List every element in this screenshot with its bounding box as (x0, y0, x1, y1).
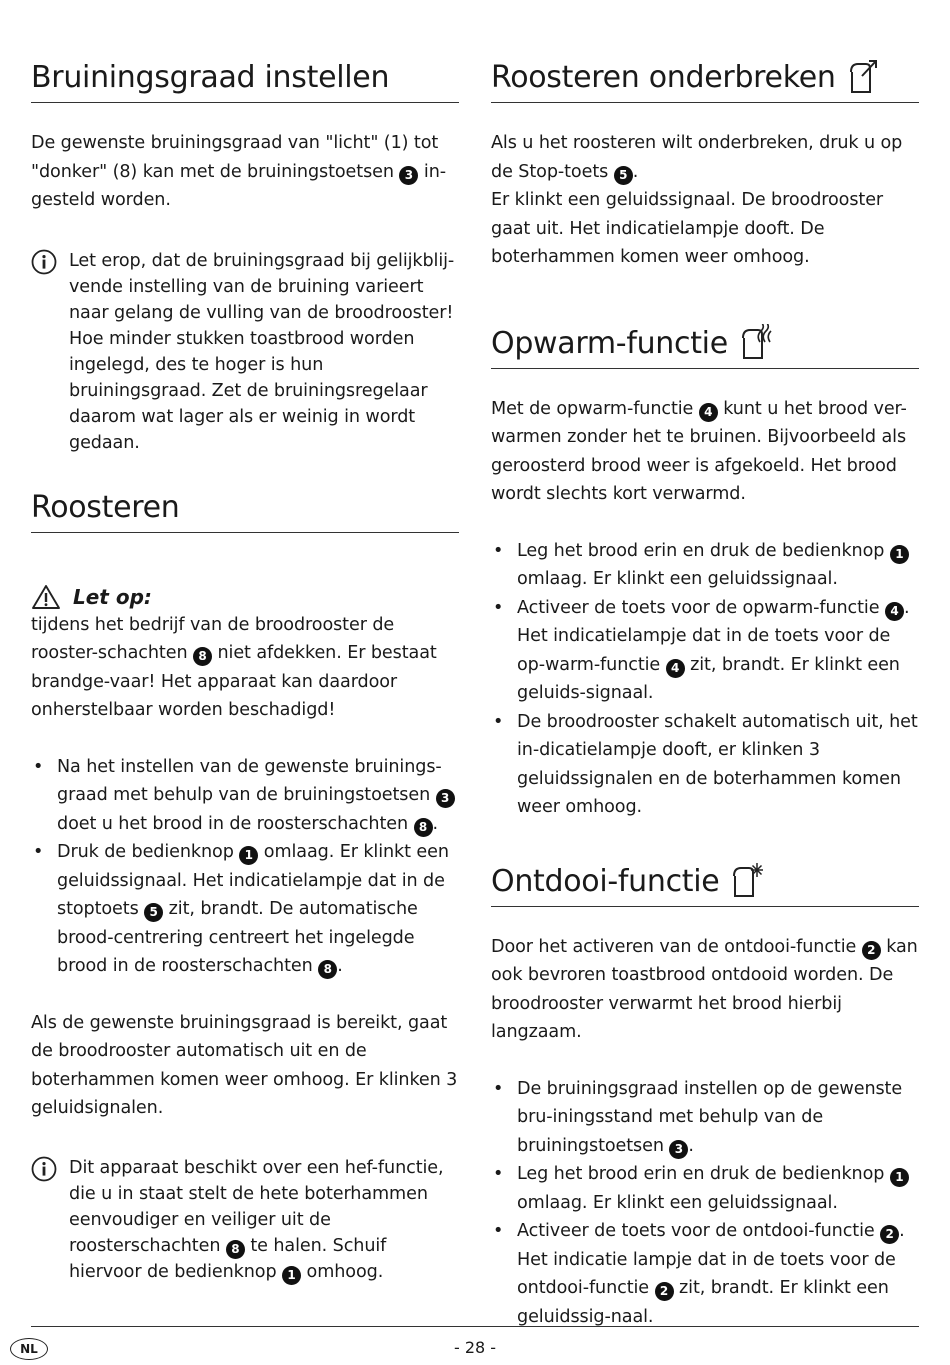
text-span: Activeer de toets voor de ontdooi-functie (517, 1221, 881, 1241)
right-column (491, 58, 919, 1331)
paragraph-bruiningsgraad (31, 129, 459, 215)
text-span: omlaag. Er klinkt een geluidssignaal. (517, 569, 838, 589)
text-span: Met de opwarm-functie (491, 398, 699, 419)
text-span: kan ook bevroren toastbrood ontdooid worden. De broodrooster verwarmt het brood hierbij langzaam. (491, 936, 918, 1042)
bullet-icon: • (493, 711, 504, 732)
list-item (31, 753, 459, 839)
left-column (31, 58, 459, 1285)
text-span: . Het indicatielampje dat in de toets voor de op-warm-functie (517, 597, 910, 675)
number-badge: 1 (890, 545, 909, 564)
bullet-icon: • (493, 1164, 504, 1184)
text-span: Leg het brood erin en druk de bedienknop (517, 1164, 890, 1184)
text-span: tijdens het bedrijf van de broodrooster de rooster-schachten (31, 614, 395, 663)
number-badge: 8 (318, 960, 337, 979)
text-span: . (432, 813, 439, 834)
warning-text (31, 611, 459, 725)
list-item (491, 1217, 919, 1331)
text-span: Dit apparaat beschikt over een hef-functie, die u in staat stelt de hete boterhammen eenvoudiger en veiliger uit de roosterschachten (69, 1157, 444, 1256)
section-title-bruiningsgraad (31, 58, 459, 103)
number-badge: 4 (699, 403, 718, 422)
text-span: omlaag. Er klinkt een geluidssignaal. Het indicatielampje dat in de stoptoets (57, 842, 449, 919)
number-badge: 3 (436, 789, 455, 808)
text-span: Activeer de toets voor de opwarm-functie (517, 597, 885, 618)
opwarm-steps (491, 537, 919, 822)
number-badge: 3 (399, 166, 418, 185)
section-title-ontdooi (491, 862, 919, 907)
text-span: in-gesteld worden. (31, 161, 447, 210)
bullet-icon: • (493, 540, 504, 561)
toast-reheat-icon (740, 324, 774, 364)
list-item (491, 1075, 919, 1161)
text-span: Bruiningsgraad instellen (31, 60, 390, 95)
text-span: De bruiningsgraad instellen op de gewenste bru-iningsstand met behulp van de bruiningstoetsen (517, 1078, 903, 1156)
text-span: . (632, 161, 639, 182)
text-span: . Het indicatie lampje dat in de toets voor de ontdooi-functie (517, 1221, 905, 1298)
list-item (491, 594, 919, 708)
info-note-hef (31, 1155, 459, 1285)
number-badge: 8 (226, 1240, 245, 1259)
bullet-icon: • (33, 756, 44, 777)
warning-icon (31, 584, 61, 610)
text-span: Ontdooi-functie (491, 863, 720, 899)
paragraph-onderbreken-1 (491, 129, 919, 186)
text-span: omhoog. (301, 1261, 384, 1282)
number-badge: 8 (193, 647, 212, 666)
text-span: . (337, 956, 343, 976)
list-item (491, 537, 919, 594)
number-badge: 1 (890, 1168, 909, 1187)
paragraph-ontdooi (491, 933, 919, 1047)
list-item (31, 838, 459, 981)
text-span: kunt u het brood ver-warmen zonder het te bruinen. Bijvoorbeeld als geroosterd brood weer is afgekoeld. Het brood wordt slechts kort verwarmd. (491, 398, 907, 504)
number-badge: 2 (862, 941, 881, 960)
bullet-icon: • (493, 1078, 504, 1099)
text-span: Opwarm-functie (491, 325, 728, 361)
text-span: Let erop, dat de bruiningsgraad bij gelijkblij-vende instelling van de bruining varieert naar gelang de vulling van de broodrooster! Hoe minder stukken toastbrood worden ingelegd, des te hoger is hun bruiningsgraad. Zet de bruiningsregelaar daarom wat lager als er weinig in wordt gedaan. (69, 250, 455, 453)
text-span: niet afdekken. Er bestaat brandge-vaar! Het apparaat kan daardoor onherstelbaar worden beschadigd! (31, 643, 437, 720)
number-badge: 1 (239, 846, 258, 865)
text-span: . (688, 1135, 694, 1156)
text-span: omlaag. Er klinkt een geluidssignaal. (517, 1192, 838, 1213)
info-note-bruining (31, 248, 459, 456)
text-span: De broodrooster schakelt automatisch uit, het in-dicatielampje dooft, er klinken 3 geluidssignalen en de boterhammen komen weer omhoog. (517, 711, 918, 817)
paragraph-opwarm (491, 395, 919, 509)
toast-defrost-icon (731, 862, 765, 902)
bullet-icon: • (33, 842, 44, 862)
section-title-roosteren (31, 488, 459, 533)
bullet-icon: • (493, 597, 504, 618)
text-span: Door het activeren van de ontdooi-functie (491, 936, 862, 957)
text-span: zit, brandt. Er klinkt een geluidssig-naal. (517, 1278, 889, 1327)
text-span: Na het instellen van de gewenste bruinings-graad met behulp van de bruiningstoetsen (57, 756, 442, 805)
paragraph-onderbreken-2: Er klinkt een geluidssignaal. De broodrooster gaat uit. Het indicatielampje dooft. De boterhammen komen weer omhoog. (491, 190, 884, 267)
info-icon (31, 1156, 57, 1182)
paragraph-roosteren-end: Als de gewenste bruiningsgraad is bereikt, gaat de broodrooster automatisch uit en de boterhammen komen weer omhoog. Er klinken 3 geluidsignalen. (31, 1012, 458, 1118)
number-badge: 4 (666, 659, 685, 678)
ontdooi-steps (491, 1075, 919, 1332)
text-span: Let op: (73, 584, 152, 609)
number-badge: 3 (669, 1140, 688, 1159)
text-span: Roosteren onderbreken (491, 60, 836, 95)
page-number: - 28 - (453, 1338, 497, 1357)
section-title-opwarm (491, 324, 919, 369)
text-span: zit, brandt. De automatische brood-centrering centreert het ingelegde brood in de roosterschachten (57, 899, 418, 976)
number-badge: 4 (885, 602, 904, 621)
language-badge: NL (10, 1338, 48, 1360)
text-span: zit, brandt. Er klinkt een geluids-signaal. (517, 654, 900, 703)
number-badge: 5 (614, 166, 633, 185)
info-icon (31, 249, 57, 275)
footer-divider (31, 1326, 919, 1327)
number-badge: 2 (880, 1225, 899, 1244)
text-span: doet u het brood in de roosterschachten (57, 813, 414, 834)
text-span: De gewenste bruiningsgraad van "licht" (1) tot "donker" (8) kan met de bruiningstoetsen (31, 133, 439, 182)
number-badge: 5 (144, 903, 163, 922)
list-item (491, 708, 919, 822)
bullet-icon: • (493, 1221, 504, 1241)
roosteren-steps (31, 753, 459, 981)
text-span: Leg het brood erin en druk de bedienknop (517, 540, 890, 561)
number-badge: 2 (655, 1282, 674, 1301)
text-span: Als u het roosteren wilt onderbreken, druk u op de Stop-toets (491, 133, 903, 182)
list-item (491, 1160, 919, 1217)
section-title-onderbreken (491, 58, 919, 103)
text-span: te halen. Schuif hiervoor de bedienknop (69, 1235, 387, 1282)
number-badge: 8 (414, 818, 433, 837)
toast-eject-icon (848, 58, 882, 98)
number-badge: 1 (282, 1266, 301, 1285)
warning-heading (31, 583, 459, 611)
text-span: Roosteren (31, 489, 180, 525)
text-span: Druk de bedienknop (57, 842, 240, 862)
